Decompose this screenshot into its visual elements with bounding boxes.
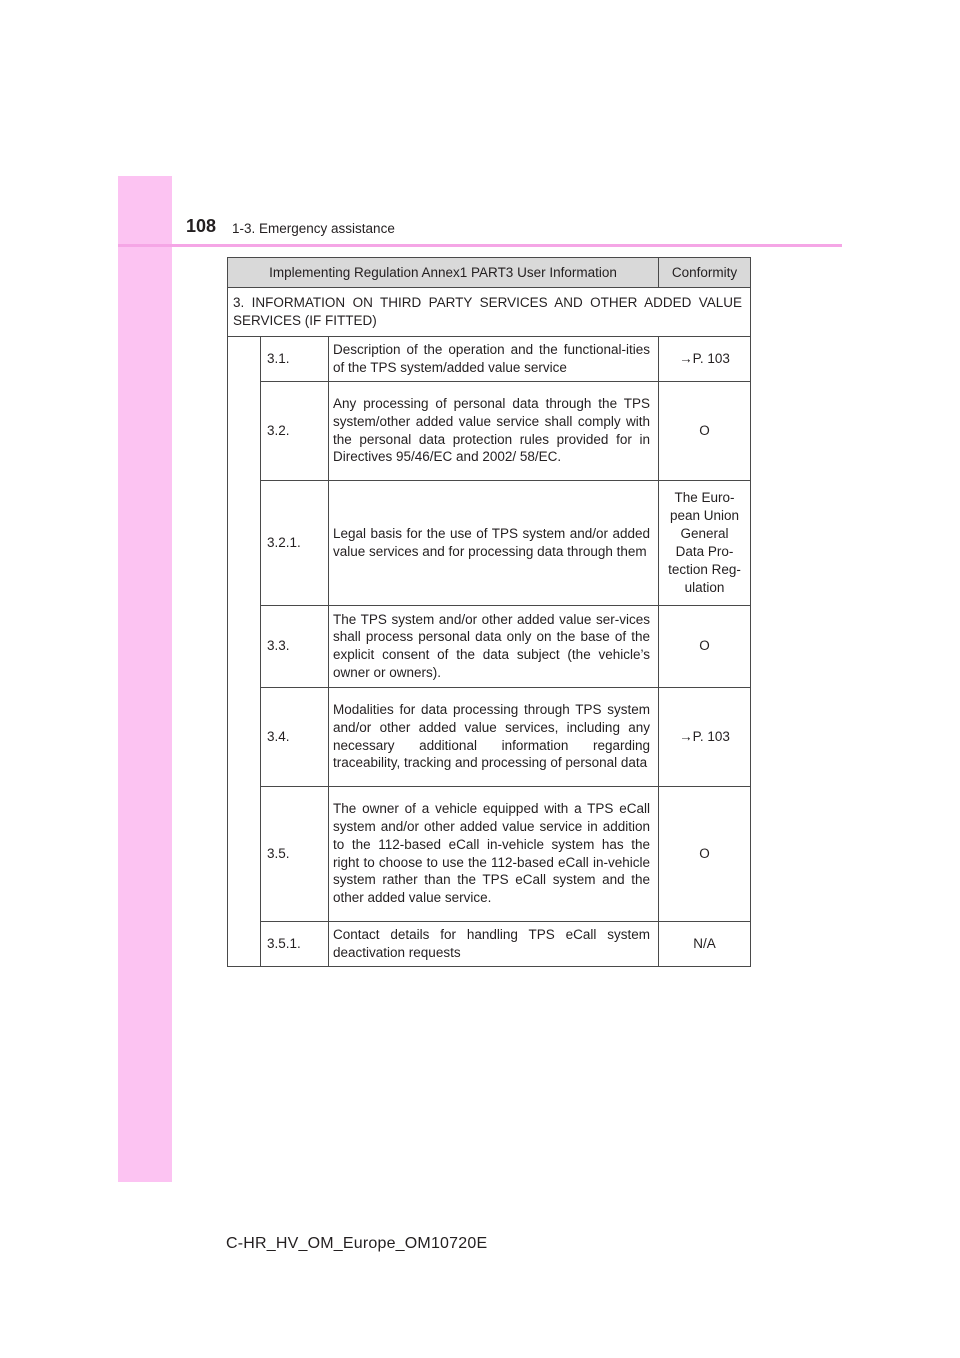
row-number: 3.5.1. [261,921,329,966]
row-number: 3.4. [261,687,329,786]
table-row [228,605,751,687]
row-description: Description of the operation and the functional-ities of the TPS system/added value service [329,336,659,381]
table-row [228,921,751,966]
section-heading: 3. INFORMATION ON THIRD PARTY SERVICES AND OTHER ADDED VALUE SERVICES (IF FITTED) [228,288,751,337]
page-number: 108 [186,216,217,236]
column-header-conformity: Conformity [659,258,751,288]
row-description: Any processing of personal data through the TPS system/other added value service shall comply with the personal data protection rules provided for in Directives 95/46/EC and 2002/ 58/EC. [329,381,659,480]
row-conformity: O [659,786,751,921]
section-title: 1-3. Emergency assistance [232,221,395,236]
table-row [228,480,751,605]
table-row [228,786,751,921]
row-conformity: O [659,381,751,480]
row-number: 3.2. [261,381,329,480]
document-code: C-HR_HV_OM_Europe_OM10720E [226,1235,488,1252]
table-row [228,381,751,480]
row-number: 3.1. [261,336,329,381]
row-description: Contact details for handling TPS eCall system deactivation requests [329,921,659,966]
regulation-table [227,257,751,967]
row-number: 3.3. [261,605,329,687]
row-description: The owner of a vehicle equipped with a TPS eCall system and/or other added value service in addition to the 112-based eCall in-vehicle system has the right to choose to use the 112-based eCall in-vehicle system rather than the TPS eCall system and the other added value service. [329,786,659,921]
row-conformity: The Euro- pean Union General Data Pro- tection Reg- ulation [659,480,751,605]
indent-column [228,336,261,966]
row-number: 3.2.1. [261,480,329,605]
table-header-row [228,258,751,288]
table-row [228,687,751,786]
row-description: Modalities for data processing through TPS system and/or other added value services, including any necessary additional information regarding traceability, tracking and processing of personal data [329,687,659,786]
row-conformity: N/A [659,921,751,966]
column-header-user-information: Implementing Regulation Annex1 PART3 User Information [228,258,659,288]
row-description: The TPS system and/or other added value ser-vices shall process personal data only on the base of the explicit consent of the data subject (the vehicle’s owner or owners). [329,605,659,687]
row-conformity: →P. 103 [659,336,751,381]
side-tab-band [118,176,172,1182]
row-conformity: O [659,605,751,687]
row-number: 3.5. [261,786,329,921]
header-divider [118,244,842,247]
table-row [228,336,751,381]
row-conformity: →P. 103 [659,687,751,786]
section-heading-row [228,288,751,337]
row-description: Legal basis for the use of TPS system and/or added value services and for processing data through them [329,480,659,605]
